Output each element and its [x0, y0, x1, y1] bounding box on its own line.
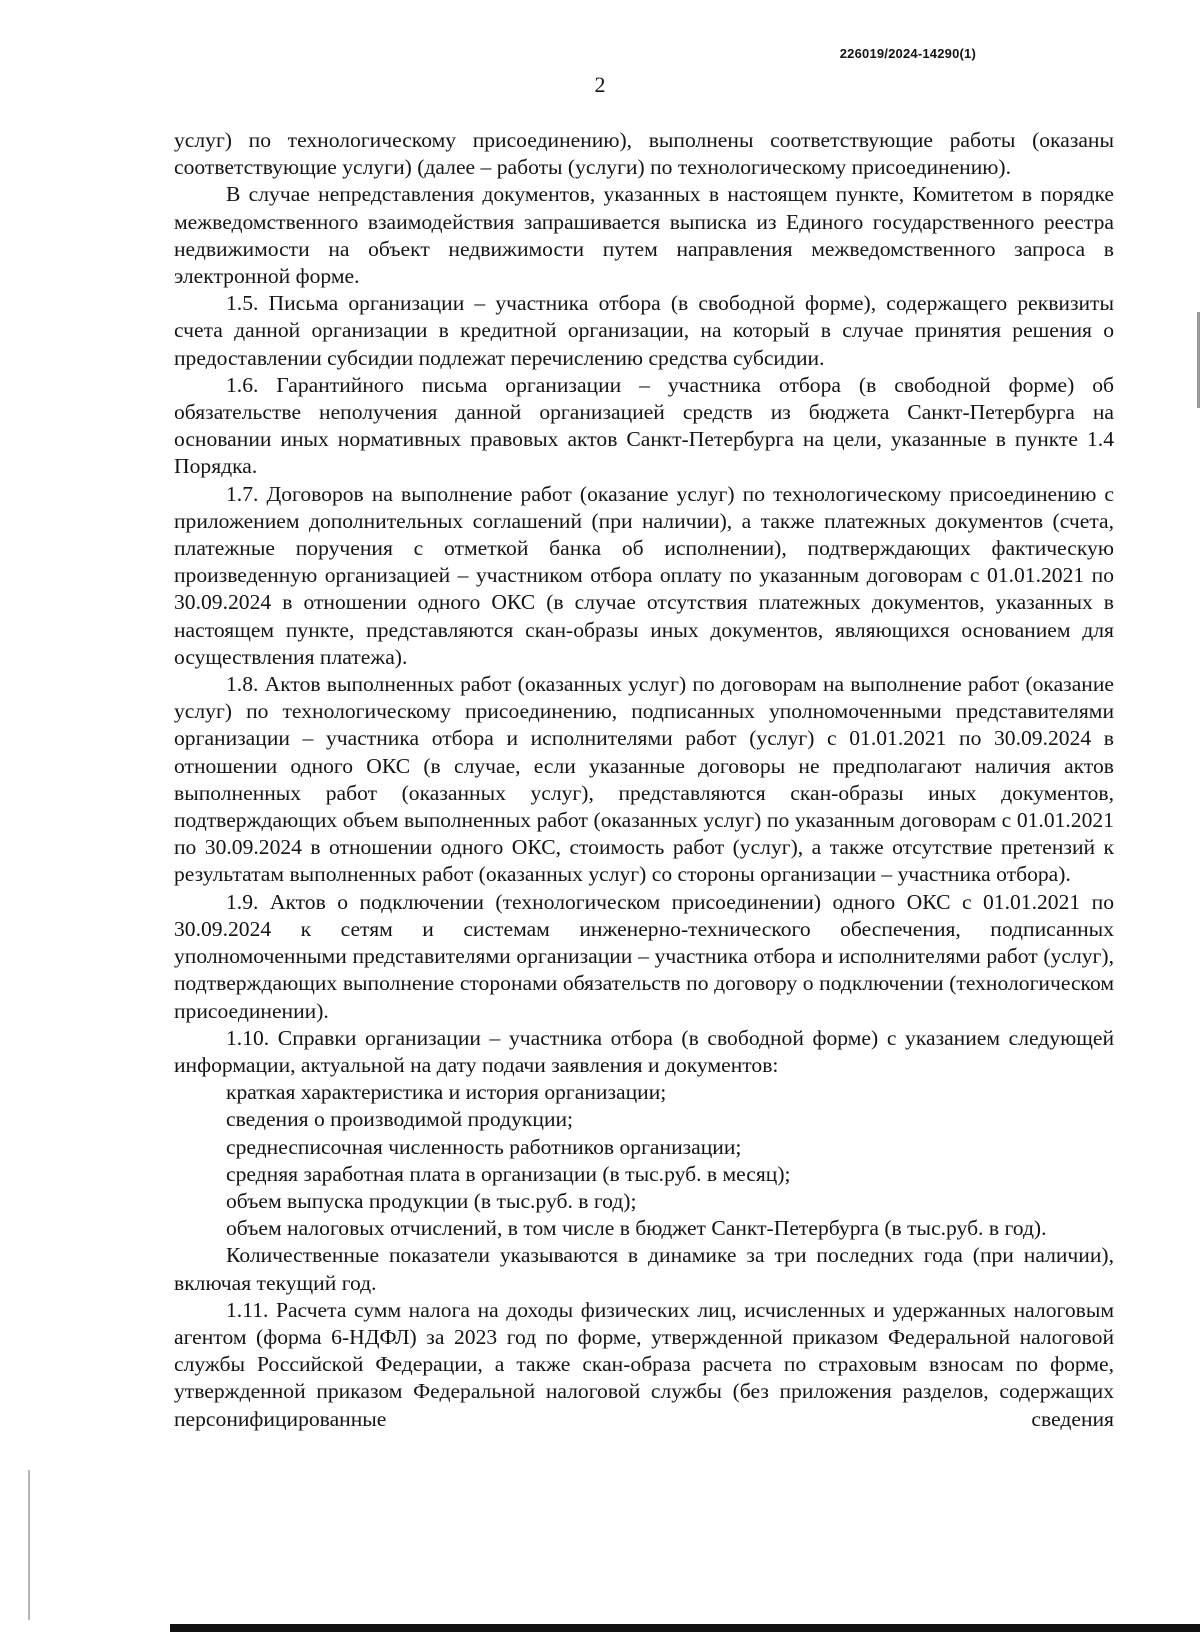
paragraph-1-10: 1.10. Справки организации – участника отбора (в свободной форме) с указанием следующей информации, актуальной на дату подачи заявления и документов: [174, 1025, 1114, 1077]
paragraph-1-7: 1.7. Договоров на выполнение работ (оказание услуг) по технологическому присоединению с приложением дополнительных соглашений (при наличии), а также платежных документов (счета, платежные поручения с отметкой банка об исполнении), подтверждающих фактическую произведенную организацией – участником отбора оплату по указанным договорам с 01.01.2021 по 30.09.2024 в отношении одного ОКС (в случае отсутствия платежных документов, указанных в настоящем пункте, представляются скан-образы иных документов, являющихся основанием для осуществления платежа). [174, 481, 1114, 669]
list-item: сведения о производимой продукции; [226, 1107, 574, 1132]
paragraph-quantitative-indicators: Количественные показатели указываются в динамике за три последних года (при наличии), включая текущий год. [174, 1243, 1114, 1295]
list-item: объем налоговых отчислений, в том числе в бюджет Санкт-Петербурга (в тыс.руб. в год). [226, 1216, 1047, 1241]
list-item: среднесписочная численность работников организации; [226, 1134, 742, 1159]
list-item: объем выпуска продукции (в тыс.руб. в год); [226, 1188, 637, 1213]
paragraph-egrn-request: В случае непредставления документов, указанных в настоящем пункте, Комитетом в порядке межведомственного взаимодействия запрашивается выписка из Единого государственного реестра недвижимости на объект недвижимости путем направления межведомственного запроса в электронной форме. [174, 182, 1114, 289]
scan-artifact-bottom [170, 1624, 1200, 1632]
scan-artifact-left [28, 1470, 30, 1620]
paragraph-continuation: услуг) по технологическому присоединению), выполнены соответствующие работы (оказаны соответствующие услуги) (далее – работы (услуги) по технологическому присоединению). [174, 128, 1114, 180]
list-item: средняя заработная плата в организации (в тыс.руб. в месяц); [226, 1161, 791, 1186]
document-registration-number: 226019/2024-14290(1) [839, 46, 976, 61]
list-item: краткая характеристика и история организации; [226, 1080, 667, 1105]
paragraph-1-5: 1.5. Письма организации – участника отбора (в свободной форме), содержащего реквизиты счета данной организации в кредитной организации, на который в случае принятия решения о предоставлении субсидии подлежат перечислению средства субсидии. [174, 291, 1114, 370]
document-body [174, 127, 1114, 1433]
page-number: 2 [594, 72, 606, 97]
paragraph-1-6: 1.6. Гарантийного письма организации – участника отбора (в свободной форме) об обязательстве неполучения данной организацией средств из бюджета Санкт-Петербурга на основании иных нормативных правовых актов Санкт-Петербурга на цели, указанные в пункте 1.4 Порядка. [174, 372, 1114, 479]
paragraph-1-8: 1.8. Актов выполненных работ (оказанных услуг) по договорам на выполнение работ (оказание услуг) по технологическому присоединению, подписанных уполномоченными представителями организации – участника отбора и исполнителями работ (услуг) с 01.01.2021 по 30.09.2024 в отношении одного ОКС (в случае, если указанные договоры не предполагают наличия актов выполненных работ (оказанных услуг), представляются скан-образы иных документов, подтверждающих объем выполненных работ (оказанных услуг) по указанным договорам с 01.01.2021 по 30.09.2024 в отношении одного ОКС, стоимость работ (услуг), а также отсутствие претензий к результатам выполненных работ (оказанных услуг) со стороны организации – участника отбора). [174, 672, 1114, 887]
paragraph-1-9: 1.9. Актов о подключении (технологическом присоединении) одного ОКС с 01.01.2021 по 30.09.2024 к сетям и системам инженерно-технического обеспечения, подписанных уполномоченными представителями организации – участника отбора и исполнителями работ (услуг), подтверждающих выполнение сторонами обязательств по договору о подключении (технологическом присоединении). [174, 889, 1114, 1023]
paragraph-1-11: 1.11. Расчета сумм налога на доходы физических лиц, исчисленных и удержанных налоговым агентом (форма 6-НДФЛ) за 2023 год по форме, утвержденной приказом Федеральной налоговой службы Российской Федерации, а также скан-образа расчета по страховым взносам по форме, утвержденной приказом Федеральной налоговой службы (без приложения разделов, содержащих персонифицированные сведения [174, 1297, 1114, 1431]
